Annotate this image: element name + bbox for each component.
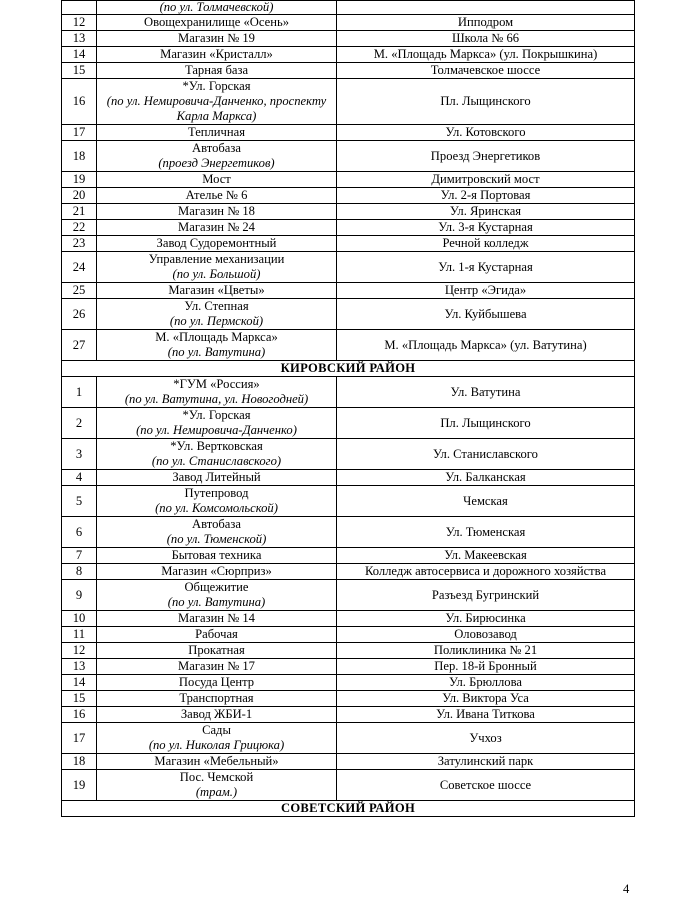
- destination-cell: Центр «Эгида»: [337, 283, 635, 299]
- destination-cell: Ул. 3-я Кустарная: [337, 220, 635, 236]
- row-number: 17: [62, 723, 97, 754]
- destination-cell: Ул. 2-я Портовая: [337, 188, 635, 204]
- stop-name: Магазин № 18: [178, 204, 255, 218]
- stop-name: Автобаза: [192, 517, 241, 531]
- row-number: 10: [62, 611, 97, 627]
- table-row: [62, 707, 635, 723]
- table-row: [62, 377, 635, 408]
- destination-cell: Ул. Балканская: [337, 470, 635, 486]
- stop-cell: [97, 204, 337, 220]
- table-row: [62, 15, 635, 31]
- destination-cell: [337, 1, 635, 15]
- row-number: 20: [62, 188, 97, 204]
- destination-cell: Поликлиника № 21: [337, 643, 635, 659]
- row-number: 19: [62, 172, 97, 188]
- table-row: [62, 299, 635, 330]
- destination-cell: Разъезд Бугринский: [337, 580, 635, 611]
- row-number: 15: [62, 691, 97, 707]
- row-number: 1: [62, 377, 97, 408]
- destination-cell: Школа № 66: [337, 31, 635, 47]
- stop-name: Завод Судоремонтный: [156, 236, 277, 250]
- stop-cell: [97, 15, 337, 31]
- stop-cell: [97, 517, 337, 548]
- table-row: [62, 204, 635, 220]
- stop-name: Тепличная: [187, 125, 246, 139]
- table-row: [62, 517, 635, 548]
- destination-cell: М. «Площадь Маркса» (ул. Покрышкина): [337, 47, 635, 63]
- destination-cell: Затулинский парк: [337, 754, 635, 770]
- row-number: 16: [62, 79, 97, 125]
- stop-cell: [97, 675, 337, 691]
- table-row: [62, 172, 635, 188]
- stop-cell: [97, 252, 337, 283]
- row-number: 4: [62, 470, 97, 486]
- stop-cell: [97, 408, 337, 439]
- stop-route-note: (трам.): [195, 785, 238, 799]
- destination-cell: Ул. Макеевская: [337, 548, 635, 564]
- stop-name: Транспортная: [179, 691, 254, 705]
- table-row: [62, 439, 635, 470]
- row-number: 14: [62, 675, 97, 691]
- stop-name: Бытовая техника: [171, 548, 262, 562]
- table-row: [62, 675, 635, 691]
- table-row: [62, 31, 635, 47]
- table-row: [62, 283, 635, 299]
- row-number: 25: [62, 283, 97, 299]
- stop-name: М. «Площадь Маркса»: [155, 330, 278, 344]
- stop-name: Мост: [202, 172, 231, 186]
- row-number: 5: [62, 486, 97, 517]
- table-row: [62, 723, 635, 754]
- destination-cell: Ул. Ивана Титкова: [337, 707, 635, 723]
- stop-cell: [97, 330, 337, 361]
- stop-cell: [97, 172, 337, 188]
- stop-cell: [97, 125, 337, 141]
- row-number: 22: [62, 220, 97, 236]
- stop-name: Автобаза: [192, 141, 241, 155]
- stop-route-note: (по ул. Немировича-Данченко, проспекту Карла Маркса): [106, 94, 327, 123]
- row-number: 14: [62, 47, 97, 63]
- stop-name: Посуда Центр: [178, 675, 255, 689]
- table-row: [62, 1, 635, 15]
- stop-route-note: (по ул. Станиславского): [151, 454, 282, 468]
- stop-name: Овощехранилище «Осень»: [143, 15, 289, 29]
- stop-route-note: (по ул. Немировича-Данченко): [136, 423, 297, 437]
- table-row: [62, 470, 635, 486]
- stop-name: Магазин № 24: [178, 220, 255, 234]
- stop-name: Завод Литейный: [172, 470, 261, 484]
- row-number: 16: [62, 707, 97, 723]
- row-number: 19: [62, 770, 97, 801]
- stop-name: Магазин «Сюрприз»: [161, 564, 272, 578]
- stop-route-note: (по ул. Большой): [172, 267, 261, 281]
- row-number: 24: [62, 252, 97, 283]
- section-kirovsky-district: [62, 361, 635, 377]
- stop-route-note: (проезд Энергетиков): [158, 156, 275, 170]
- destination-cell: Толмачевское шоссе: [337, 63, 635, 79]
- table-row: [62, 408, 635, 439]
- destination-cell: Ул. 1-я Кустарная: [337, 252, 635, 283]
- table-row: [62, 659, 635, 675]
- table-row: [62, 188, 635, 204]
- stop-cell: [97, 486, 337, 517]
- stop-cell: [97, 283, 337, 299]
- stop-cell: [97, 691, 337, 707]
- stop-name: Рабочая: [195, 627, 238, 641]
- row-number: 13: [62, 31, 97, 47]
- stop-route-note: (по ул. Комсомольской): [155, 501, 278, 515]
- stop-name: Тарная база: [184, 63, 249, 77]
- destination-cell: Оловозавод: [337, 627, 635, 643]
- destination-cell: Чемская: [337, 486, 635, 517]
- row-number: 2: [62, 408, 97, 439]
- destination-cell: Ул. Ватутина: [337, 377, 635, 408]
- stop-name: Магазин № 14: [178, 611, 255, 625]
- stop-cell: [97, 754, 337, 770]
- row-number: 27: [62, 330, 97, 361]
- stop-route-note: (по ул. Ватутина): [167, 345, 266, 359]
- destination-cell: Проезд Энергетиков: [337, 141, 635, 172]
- stop-cell: [97, 470, 337, 486]
- row-number: 26: [62, 299, 97, 330]
- table-row: [62, 330, 635, 361]
- stop-cell: [97, 377, 337, 408]
- destination-cell: Советское шоссе: [337, 770, 635, 801]
- stop-name: Управление механизации: [148, 252, 285, 266]
- row-number: 13: [62, 659, 97, 675]
- stop-cell: [97, 188, 337, 204]
- row-number: 18: [62, 141, 97, 172]
- stop-name: *ГУМ «Россия»: [173, 377, 260, 391]
- section-heading: КИРОВСКИЙ РАЙОН: [62, 361, 635, 377]
- table-row: [62, 564, 635, 580]
- stop-cell: [97, 47, 337, 63]
- destination-cell: Колледж автосервиса и дорожного хозяйства: [337, 564, 635, 580]
- row-number: 9: [62, 580, 97, 611]
- route-table: [61, 0, 635, 817]
- destination-cell: Ул. Тюменская: [337, 517, 635, 548]
- stop-route-note: (по ул. Пермской): [169, 314, 264, 328]
- row-number: 3: [62, 439, 97, 470]
- stop-cell: [97, 31, 337, 47]
- table-row: [62, 627, 635, 643]
- table-row: [62, 79, 635, 125]
- stop-name: Магазин № 17: [178, 659, 255, 673]
- stop-route-note: (по ул. Толмачевской): [159, 0, 274, 14]
- destination-cell: Ул. Брюллова: [337, 675, 635, 691]
- stop-name: Магазин № 19: [178, 31, 255, 45]
- destination-cell: Ул. Виктора Уса: [337, 691, 635, 707]
- table-row: [62, 548, 635, 564]
- stop-route-note: (по ул. Николая Грицюка): [148, 738, 285, 752]
- stop-cell: [97, 439, 337, 470]
- destination-cell: М. «Площадь Маркса» (ул. Ватутина): [337, 330, 635, 361]
- table-row: [62, 691, 635, 707]
- stop-cell: [97, 141, 337, 172]
- destination-cell: Ул. Станиславского: [337, 439, 635, 470]
- table-row: [62, 643, 635, 659]
- table-row: [62, 252, 635, 283]
- stop-name: *Ул. Горская: [182, 408, 251, 422]
- destination-cell: Пл. Лыщинского: [337, 408, 635, 439]
- stop-name: Пос. Чемской: [179, 770, 254, 784]
- row-number: 15: [62, 63, 97, 79]
- table-row: [62, 63, 635, 79]
- stop-route-note: (по ул. Ватутина): [167, 595, 266, 609]
- destination-cell: Речной колледж: [337, 236, 635, 252]
- destination-cell: Димитровский мост: [337, 172, 635, 188]
- destination-cell: Пер. 18-й Бронный: [337, 659, 635, 675]
- row-number: 6: [62, 517, 97, 548]
- stop-name: Ул. Степная: [184, 299, 249, 313]
- stop-cell: [97, 580, 337, 611]
- stop-name: *Ул. Горская: [182, 79, 251, 93]
- destination-cell: Пл. Лыщинского: [337, 79, 635, 125]
- stop-cell: [97, 236, 337, 252]
- row-number: 12: [62, 15, 97, 31]
- row-number: 21: [62, 204, 97, 220]
- stop-cell: [97, 1, 337, 15]
- table-row: [62, 47, 635, 63]
- stop-route-note: (по ул. Тюменской): [166, 532, 267, 546]
- stop-cell: [97, 79, 337, 125]
- row-number: 12: [62, 643, 97, 659]
- row-number: [62, 1, 97, 15]
- stop-cell: [97, 564, 337, 580]
- row-number: 7: [62, 548, 97, 564]
- stop-name: Завод ЖБИ-1: [180, 707, 253, 721]
- destination-cell: Ул. Куйбышева: [337, 299, 635, 330]
- stop-name: Ателье № 6: [185, 188, 248, 202]
- stop-cell: [97, 659, 337, 675]
- stop-cell: [97, 611, 337, 627]
- stop-name: Прокатная: [188, 643, 245, 657]
- stop-name: Путепровод: [184, 486, 249, 500]
- destination-cell: Учхоз: [337, 723, 635, 754]
- destination-cell: Ул. Бирюсинка: [337, 611, 635, 627]
- section-sovetsky-district: [62, 801, 635, 817]
- page-number: 4: [623, 882, 630, 896]
- stop-cell: [97, 548, 337, 564]
- row-number: 8: [62, 564, 97, 580]
- stop-cell: [97, 299, 337, 330]
- stop-name: *Ул. Вертковская: [170, 439, 263, 453]
- row-number: 18: [62, 754, 97, 770]
- section-heading: СОВЕТСКИЙ РАЙОН: [62, 801, 635, 817]
- stop-cell: [97, 627, 337, 643]
- row-number: 11: [62, 627, 97, 643]
- stop-cell: [97, 220, 337, 236]
- stop-route-note: (по ул. Ватутина, ул. Новогодней): [124, 392, 309, 406]
- table-row: [62, 770, 635, 801]
- row-number: 17: [62, 125, 97, 141]
- table-row: [62, 611, 635, 627]
- stop-name: Общежитие: [184, 580, 249, 594]
- table-row: [62, 220, 635, 236]
- stop-cell: [97, 63, 337, 79]
- stop-cell: [97, 723, 337, 754]
- table-row: [62, 236, 635, 252]
- stop-cell: [97, 643, 337, 659]
- stop-name: Магазин «Кристалл»: [160, 47, 273, 61]
- table-row: [62, 125, 635, 141]
- stop-name: Магазин «Мебельный»: [154, 754, 279, 768]
- table-row: [62, 580, 635, 611]
- stop-name: Магазин «Цветы»: [168, 283, 265, 297]
- table-row: [62, 141, 635, 172]
- destination-cell: Ул. Котовского: [337, 125, 635, 141]
- stop-name: Сады: [202, 723, 231, 737]
- destination-cell: Ул. Яринская: [337, 204, 635, 220]
- table-row: [62, 486, 635, 517]
- destination-cell: Ипподром: [337, 15, 635, 31]
- stop-cell: [97, 770, 337, 801]
- route-table-body: [62, 1, 635, 817]
- stop-cell: [97, 707, 337, 723]
- row-number: 23: [62, 236, 97, 252]
- table-row: [62, 754, 635, 770]
